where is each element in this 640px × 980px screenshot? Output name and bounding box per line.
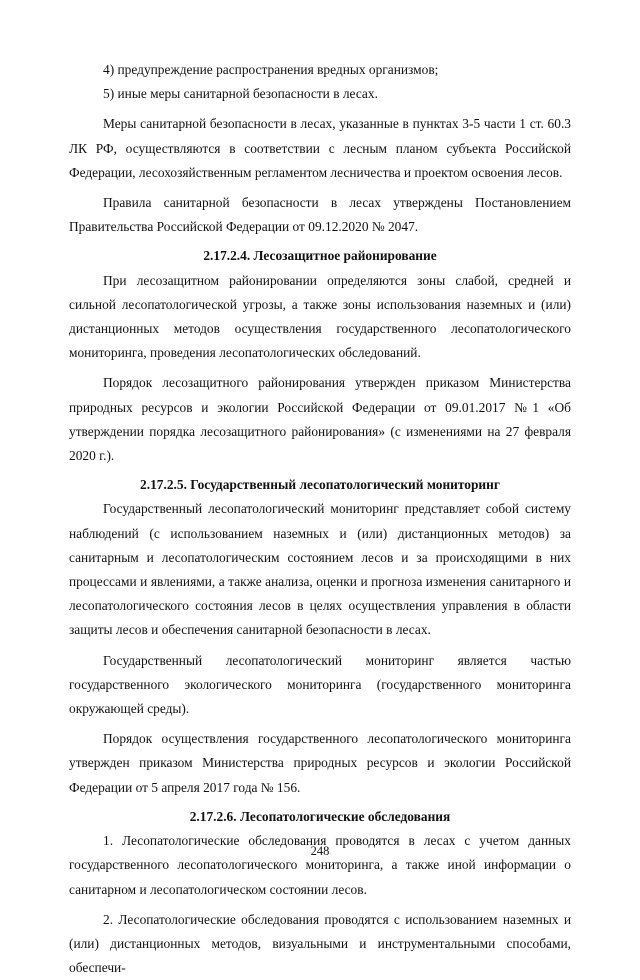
- paragraph-surveys-2: 2. Лесопатологические обследования проводятся с использованием наземных и (или) дистанционных методов, визуальными и инструментальными способами, обеспечи-: [69, 911, 571, 976]
- section-heading-monitoring: 2.17.2.5. Государственный лесопатологический мониторинг: [140, 477, 500, 493]
- paragraph-zoning-definition: При лесозащитном районировании определяются зоны слабой, средней и сильной лесопатологической угрозы, а также зоны использования наземных и (или) дистанционных методов осуществления государственного лесопатологического мониторинга, проведения лесопатологических обследований.: [69, 272, 571, 361]
- list-item-5: 5) иные меры санитарной безопасности в лесах.: [103, 86, 378, 102]
- page-number: 248: [310, 844, 330, 858]
- paragraph-sanitary-measures: Меры санитарной безопасности в лесах, указанные в пунктах 3-5 части 1 ст. 60.3 ЛК РФ, осуществляются в соответствии с лесным планом субъекта Российской Федерации, лесохозяйственным регламентом лесничества и проектом освоения лесов.: [69, 116, 571, 180]
- paragraph-monitoring-order: Порядок осуществления государственного лесопатологического мониторинга утвержден приказом Министерства природных ресурсов и экологии Российской Федерации от 5 апреля 2017 года № 156.: [69, 731, 571, 795]
- document-body: [69, 58, 571, 980]
- paragraph-monitoring-definition: Государственный лесопатологический мониторинг представляет собой систему наблюдений (с использованием наземных и (или) дистанционных методов) за санитарным и лесопатологическим состоянием лесов и за происходящими в них процессами и явлениями, а также анализа, оценки и прогноза изменения санитарного и лесопатологического состояния лесов в целях осуществления управления в области защиты лесов и обеспечения санитарной безопасности в лесах.: [69, 501, 571, 638]
- section-heading-surveys: 2.17.2.6. Лесопатологические обследования: [189, 808, 451, 824]
- paragraph-surveys-1: 1. Лесопатологические обследования проводятся в лесах с учетом данных государственного лесопатологического мониторинга, а также иной информации о санитарном и лесопатологическом состоянии лесов.: [69, 833, 571, 897]
- paragraph-zoning-order: Порядок лесозащитного районирования утвержден приказом Министерства природных ресурсов и экологии Российской Федерации от 09.01.2017 №1 «Об утверждении порядка лесозащитного районирования» (с изменениями на 27 февраля 2020 г.).: [69, 375, 571, 464]
- list-item-4: 4) предупреждение распространения вредных организмов;: [103, 62, 439, 77]
- paragraph-sanitary-rules: Правила санитарной безопасности в лесах утверждены Постановлением Правительства Российской Федерации от 09.12.2020 № 2047.: [69, 195, 571, 235]
- paragraph-monitoring-part: Государственный лесопатологический мониторинг является частью государственного экологического мониторинга (государственного мониторинга окружающей среды).: [69, 652, 571, 717]
- section-heading-zoning: 2.17.2.4. Лесозащитное районирование: [203, 248, 437, 264]
